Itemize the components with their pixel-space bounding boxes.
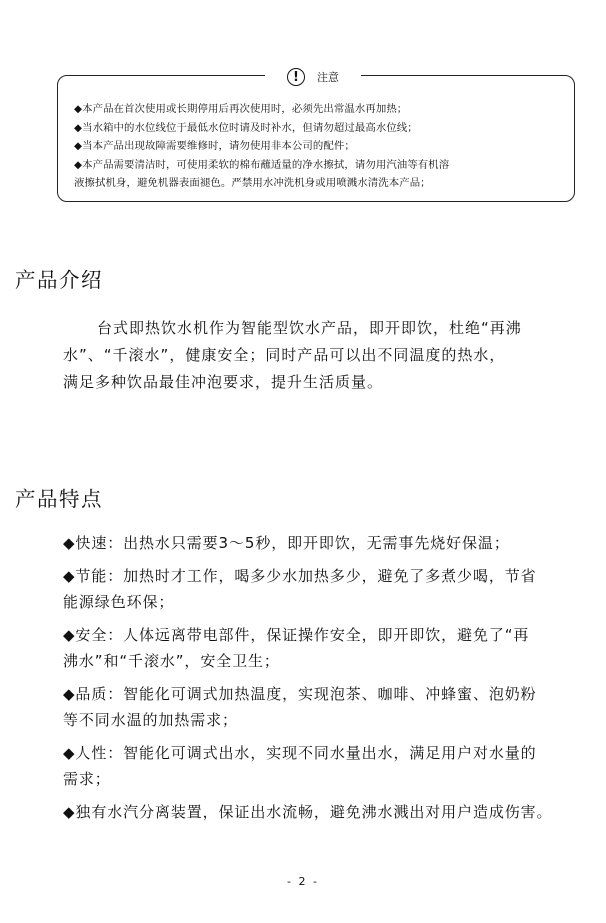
- intro-line: 水”、“千滚水”，健康安全；同时产品可以出不同温度的热水，: [63, 346, 506, 364]
- feature-line: ◆独有水汽分离装置，保证出水流畅，避免沸水溅出对用户造成伤害。: [63, 802, 553, 821]
- feature-item-speed: [63, 530, 583, 557]
- feature-line: 需求；: [63, 770, 111, 788]
- notice-line: ◆当水箱中的水位线位于最低水位时请及时补水，但请勿超过最高水位线；: [74, 121, 418, 134]
- notice-list: [74, 100, 564, 193]
- feature-line: 沸水”和“千滚水”，安全卫生；: [63, 652, 280, 670]
- feature-line: 能源绿色环保；: [63, 593, 175, 611]
- notice-header: [265, 64, 361, 90]
- feature-item-safety: [63, 622, 583, 675]
- feature-line: ◆品质：智能化可调式加热温度，实现泡茶、咖啡、冲蜂蜜、泡奶粉: [63, 684, 537, 703]
- features-list: [63, 530, 583, 831]
- feature-line: ◆安全：人体远离带电部件，保证操作安全，即开即饮，避免了“再: [63, 625, 530, 644]
- feature-item-energy: [63, 563, 583, 616]
- notice-line: ◆本产品需要清洁时，可使用柔软的棉布蘸适量的净水擦拭，请勿用汽油等有机溶: [74, 158, 450, 171]
- intro-line: 满足多种饮品最佳冲泡要求，提升生活质量。: [63, 373, 384, 391]
- feature-item-usability: [63, 740, 583, 793]
- intro-paragraph: [63, 315, 563, 396]
- feature-line: ◆快速：出热水只需要3～5秒，即开即饮，无需事先烧好保温；: [63, 534, 510, 552]
- feature-line: ◆节能：加热时才工作，喝多少水加热多少，避免了多煮少喝，节省: [63, 566, 537, 585]
- features-heading: 产品特点: [15, 487, 103, 511]
- intro-line: 台式即热饮水机作为智能型饮水产品，即开即饮，杜绝“再沸: [97, 319, 522, 337]
- notice-line: ◆本产品在首次使用或长期停用后再次使用时，必须先出常温水再加热；: [74, 103, 408, 115]
- notice-line: 液擦拭机身，避免机器表面褪色。严禁用水冲洗机身或用喷溅水清洗本产品；: [74, 177, 431, 190]
- page-number: - 2 -: [287, 875, 319, 888]
- feature-line: 等不同水温的加热需求；: [63, 711, 238, 729]
- feature-line: ◆人性：智能化可调式出水，实现不同水量出水，满足用户对水量的: [63, 743, 537, 762]
- feature-item-separator: [63, 799, 583, 826]
- notice-title: 注意: [317, 71, 339, 84]
- intro-heading: 产品介绍: [15, 268, 103, 292]
- feature-item-quality: [63, 681, 583, 734]
- exclamation-circle-icon: !: [287, 68, 305, 86]
- notice-line: ◆当本产品出现故障需要维修时，请勿使用非本公司的配件；: [74, 140, 355, 153]
